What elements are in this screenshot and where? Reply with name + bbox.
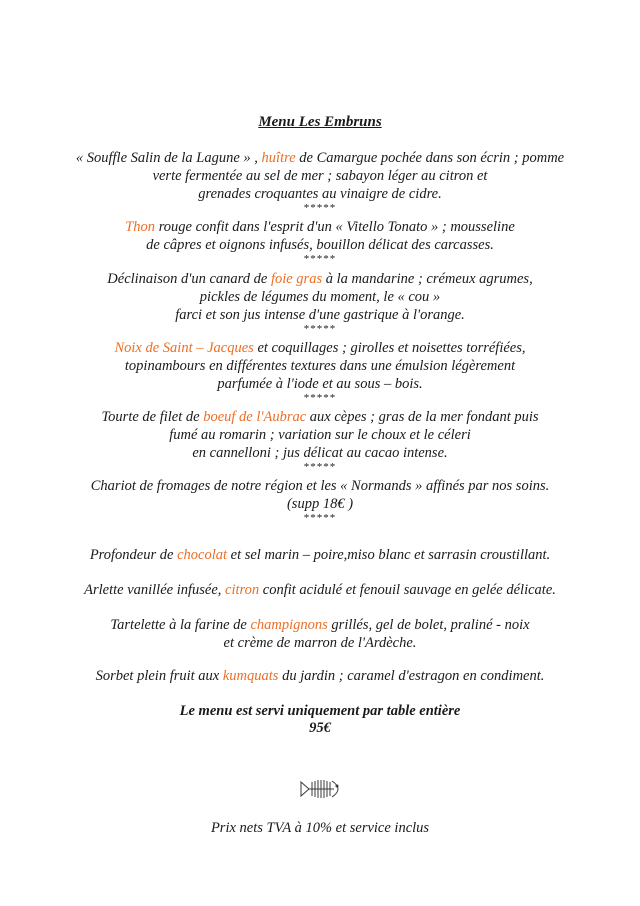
course-4-line-2: topinambours en différentes textures dans une émulsion légèrement bbox=[124, 358, 516, 374]
separator: ***** bbox=[303, 202, 337, 214]
course-6-line-1: Chariot de fromages de notre région et les « Normands » affinés par nos soins. bbox=[90, 478, 550, 494]
course-6-line-2: (supp 18€ ) bbox=[286, 496, 354, 512]
course-3-line-2: pickles de légumes du moment, le « cou » bbox=[199, 289, 441, 305]
menu-note bbox=[0, 703, 640, 737]
highlight-ingredient: foie gras bbox=[270, 271, 323, 287]
highlight-ingredient: boeuf de l'Aubrac bbox=[203, 409, 307, 425]
menu-title: Menu Les Embruns bbox=[258, 114, 382, 130]
course-5-line-2: fumé au romarin ; variation sur le choux et le céleri bbox=[169, 427, 471, 443]
separator: ***** bbox=[303, 512, 337, 524]
course-2-line-2: de câpres et oignons infusés, bouillon délicat des carcasses. bbox=[146, 237, 494, 253]
course-4-line-1: Noix de Saint – Jacques et coquillages ; girolles et noisettes torréfiées, bbox=[114, 340, 526, 356]
highlight-ingredient: Noix de Saint – Jacques bbox=[114, 340, 254, 356]
highlight-ingredient: champignons bbox=[250, 617, 328, 633]
course-1-line-1: « Souffle Salin de la Lagune » , huître de Camargue pochée dans son écrin ; pomme bbox=[75, 150, 565, 166]
dessert-3: Tartelette à la farine de champignons grillés, gel de bolet, praliné - noix et crème de marron de l'Ardèche. bbox=[110, 617, 530, 651]
course-1-line-3: grenades croquantes au vinaigre de cidre. bbox=[198, 186, 442, 202]
highlight-ingredient: kumquats bbox=[222, 668, 279, 684]
separator: ***** bbox=[303, 461, 337, 473]
course-2 bbox=[40, 218, 600, 265]
table-note: Le menu est servi uniquement par table entière bbox=[179, 703, 461, 719]
course-4-line-3: parfumée à l'iode et au sous – bois. bbox=[217, 376, 423, 392]
course-1 bbox=[40, 149, 600, 214]
course-5-line-3: en cannelloni ; jus délicat au cacao intense. bbox=[192, 445, 448, 461]
dessert-1: Profondeur de chocolat et sel marin – poire,miso blanc et sarrasin croustillant. bbox=[89, 547, 551, 563]
footer-note: Prix nets TVA à 10% et service inclus bbox=[210, 820, 430, 836]
highlight-ingredient: Thon bbox=[125, 219, 156, 235]
separator: ***** bbox=[303, 392, 337, 404]
separator: ***** bbox=[303, 253, 337, 265]
separator: ***** bbox=[303, 323, 337, 335]
menu-price: 95€ bbox=[309, 720, 331, 736]
course-3 bbox=[40, 270, 600, 335]
highlight-ingredient: citron bbox=[225, 582, 260, 598]
course-6 bbox=[40, 477, 600, 524]
course-3-line-1: Déclinaison d'un canard de foie gras à la mandarine ; crémeux agrumes, bbox=[107, 271, 533, 287]
dessert-2: Arlette vanillée infusée, citron confit acidulé et fenouil sauvage en gelée délicate. bbox=[84, 582, 556, 598]
course-3-line-3: farci et son jus intense d'une gastrique à l'orange. bbox=[175, 307, 465, 323]
course-1-line-2: verte fermentée au sel de mer ; sabayon léger au citron et bbox=[152, 168, 488, 184]
dessert-4: Sorbet plein fruit aux kumquats du jardin ; caramel d'estragon en condiment. bbox=[95, 668, 545, 684]
course-2-line-1: Thon rouge confit dans l'esprit d'un « Vitello Tonato » ; mousseline bbox=[125, 219, 515, 235]
course-4 bbox=[40, 339, 600, 404]
fish-bone-icon bbox=[298, 777, 346, 801]
highlight-ingredient: huître bbox=[261, 150, 296, 166]
highlight-ingredient: chocolat bbox=[177, 547, 228, 563]
course-5 bbox=[40, 408, 600, 473]
course-5-line-1: Tourte de filet de boeuf de l'Aubrac aux cèpes ; gras de la mer fondant puis bbox=[101, 409, 539, 425]
